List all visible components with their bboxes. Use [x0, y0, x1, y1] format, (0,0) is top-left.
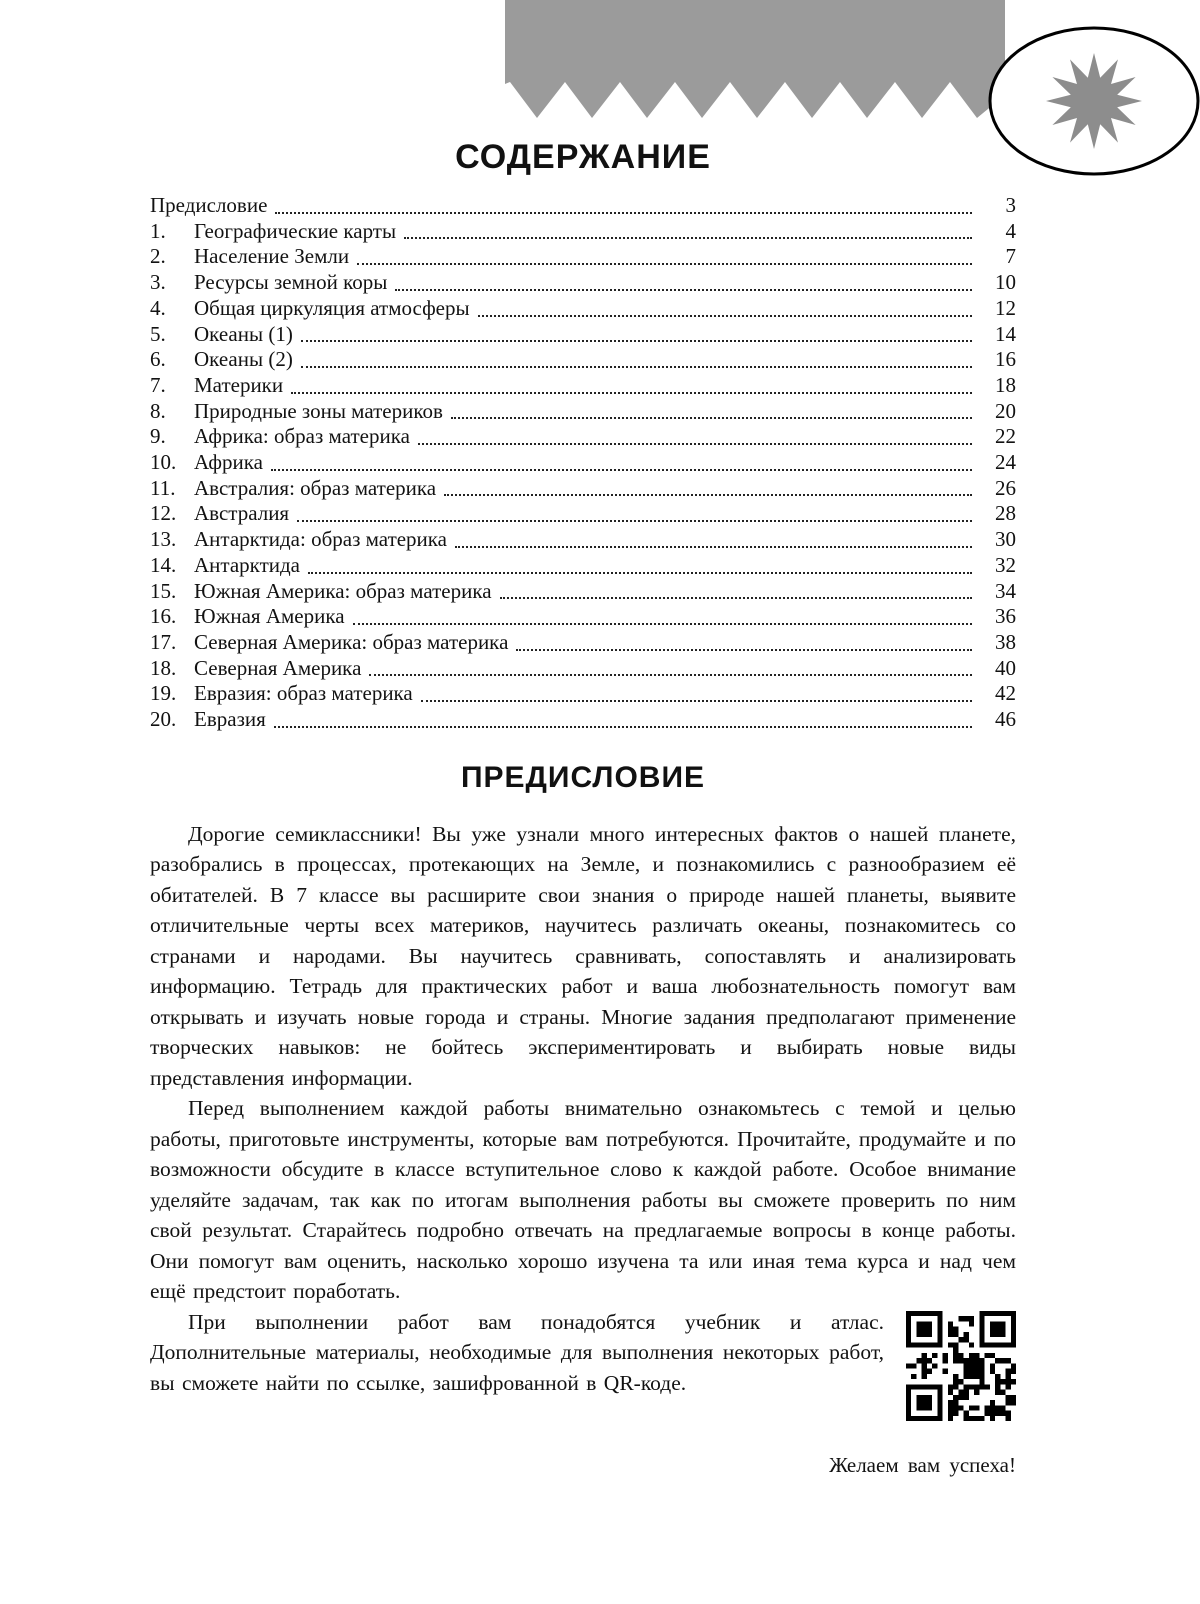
toc-entry-page: 10	[995, 270, 1016, 295]
toc-entry-label: Океаны (2)	[194, 347, 293, 372]
toc-entry-page: 24	[995, 450, 1016, 475]
toc-entry-number: 1.	[150, 218, 166, 243]
preface-paragraph-2: Перед выполнением каждой работы внимательно ознакомьтесь с темой и целью работы, приготовьте инструменты, которые вам потребуются. Прочитайте, продумайте и по возможности обсудите в классе вступительное слово к каждой работе. Особое внимание уделяйте задачам, так как по итогам выполнения работы вы сможете проверить по ним свой результат. Старайтесь подробно отвечать на предлагаемые вопросы в конце работы. Они помогут вам оценить, насколько хорошо изучена та или иная тема курса и над чем ещё предстоит поработать.	[150, 1096, 1016, 1304]
toc-dot-leader	[301, 366, 972, 368]
toc-dot-leader	[369, 674, 972, 676]
toc-entry-page: 26	[995, 475, 1016, 500]
preface-title: ПРЕДИСЛОВИЕ	[460, 760, 706, 794]
toc-dot-leader	[421, 700, 972, 702]
toc-dot-leader	[404, 237, 972, 239]
toc-row	[150, 244, 1016, 270]
toc-dot-leader	[516, 649, 972, 651]
toc-entry-number: 6.	[150, 347, 166, 372]
starburst-icon	[1046, 53, 1142, 149]
toc-row	[150, 553, 1016, 579]
toc-dot-leader	[444, 494, 972, 496]
toc-entry-page: 36	[995, 604, 1016, 629]
toc-entry-number: 12.	[150, 501, 177, 526]
toc-entry-label: Северная Америка	[194, 655, 362, 680]
toc-row	[150, 424, 1016, 450]
toc-entry-page: 18	[995, 372, 1016, 397]
toc-row	[150, 399, 1016, 425]
toc-dot-leader	[271, 469, 972, 471]
toc-dot-leader	[357, 263, 972, 265]
toc-row	[150, 270, 1016, 296]
toc-title: СОДЕРЖАНИЕ	[455, 138, 711, 176]
toc-entry-label: Антарктида	[194, 552, 301, 577]
toc-entry-page: 28	[995, 501, 1016, 526]
page-content	[0, 138, 1200, 1478]
toc-dot-leader	[418, 443, 972, 445]
toc-dot-leader	[478, 315, 972, 317]
toc-entry-page: 14	[995, 321, 1016, 346]
toc-entry-number: 4.	[150, 295, 166, 320]
toc-entry-label: Предисловие	[150, 193, 268, 217]
toc-row	[150, 527, 1016, 553]
toc-row	[150, 579, 1016, 605]
toc-dot-leader	[451, 417, 972, 419]
toc-row	[150, 219, 1016, 245]
preface-body	[150, 819, 1016, 1427]
toc-entry-number: 20.	[150, 707, 177, 732]
toc-dot-leader	[291, 392, 972, 394]
toc-row	[150, 604, 1016, 630]
toc-list	[150, 193, 1016, 733]
toc-dot-leader	[275, 212, 972, 214]
toc-row	[150, 681, 1016, 707]
toc-entry-label: Океаны (1)	[194, 321, 293, 346]
toc-entry-page: 46	[995, 707, 1016, 732]
toc-entry-label: Евразия: образ материка	[194, 681, 413, 706]
toc-row	[150, 656, 1016, 682]
toc-entry-label: Материки	[194, 372, 284, 397]
toc-entry-label: Население Земли	[194, 244, 350, 269]
toc-entry-page: 38	[995, 629, 1016, 654]
preface-paragraph-3-block	[150, 1307, 1016, 1427]
toc-entry-number: 15.	[150, 578, 177, 603]
toc-dot-leader	[274, 726, 972, 728]
toc-entry-number: 2.	[150, 244, 166, 269]
toc-entry-label: Африка: образ материка	[194, 424, 410, 449]
toc-entry-label: Австралия	[194, 501, 290, 526]
toc-row	[150, 373, 1016, 399]
toc-entry-page: 3	[1005, 193, 1016, 217]
toc-entry-page: 16	[995, 347, 1016, 372]
toc-entry-label: Антарктида: образ материка	[194, 527, 448, 552]
toc-dot-leader	[297, 520, 972, 522]
toc-entry-label: Африка	[194, 450, 263, 475]
toc-entry-number: 11.	[150, 475, 176, 500]
toc-dot-leader	[301, 340, 972, 342]
toc-dot-leader	[500, 597, 972, 599]
toc-row	[150, 501, 1016, 527]
toc-entry-page: 32	[995, 552, 1016, 577]
toc-entry-number: 3.	[150, 270, 166, 295]
toc-entry-page: 20	[995, 398, 1016, 423]
toc-row	[150, 322, 1016, 348]
toc-entry-label: Южная Америка	[194, 604, 345, 629]
toc-entry-label: Географические карты	[194, 218, 397, 243]
toc-entry-label: Южная Америка: образ материка	[194, 578, 492, 603]
toc-entry-label: Ресурсы земной коры	[194, 270, 388, 295]
toc-dot-leader	[395, 289, 972, 291]
toc-entry-label: Общая циркуляция атмосферы	[194, 295, 470, 320]
toc-entry-number: 7.	[150, 372, 166, 397]
zigzag-banner	[505, 0, 1005, 118]
toc-dot-leader	[308, 572, 972, 574]
toc-entry-page: 42	[995, 681, 1016, 706]
toc-row	[150, 707, 1016, 733]
toc-entry-page: 30	[995, 527, 1016, 552]
preface-paragraph-1: Дорогие семиклассники! Вы уже узнали много интересных фактов о нашей планете, разобрались в процессах, протекающих на Земле, и познакомились с разнообразием её обитателей. В 7 классе вы расширите свои знания о природе нашей планеты, выявите отличительные черты всех материков, научитесь различать океаны, познакомитесь со странами и народами. Вы научитесь сравнивать, сопоставлять и анализировать информацию. Тетрадь для практических работ и ваша любознательность помогут вам открывать и изучать новые города и страны. Многие задания предполагают применение творческих навыков: не бойтесь экспериментировать и выбирать новые виды представления информации.	[150, 821, 1016, 1090]
toc-entry-number: 19.	[150, 681, 177, 706]
toc-entry-number: 16.	[150, 604, 177, 629]
toc-row	[150, 630, 1016, 656]
toc-entry-number: 9.	[150, 424, 166, 449]
toc-entry-number: 8.	[150, 398, 166, 423]
toc-entry-number: 13.	[150, 527, 177, 552]
toc-entry-page: 40	[995, 655, 1016, 680]
toc-dot-leader	[353, 623, 972, 625]
closing-line: Желаем вам успеха!	[829, 1452, 1016, 1477]
toc-entry-label: Австралия: образ материка	[194, 475, 437, 500]
toc-entry-number: 17.	[150, 629, 177, 654]
toc-row	[150, 476, 1016, 502]
toc-row	[150, 450, 1016, 476]
toc-entry-label: Природные зоны материков	[194, 398, 443, 423]
toc-entry-label: Евразия	[194, 707, 266, 732]
toc-entry-number: 18.	[150, 655, 177, 680]
toc-entry-page: 22	[995, 424, 1016, 449]
toc-entry-number: 14.	[150, 552, 177, 577]
toc-entry-page: 34	[995, 578, 1016, 603]
qr-code	[906, 1311, 1016, 1421]
toc-entry-page: 4	[1005, 218, 1016, 243]
toc-entry-number: 5.	[150, 321, 166, 346]
toc-entry-page: 7	[1005, 244, 1016, 269]
toc-entry-label: Северная Америка: образ материка	[194, 629, 509, 654]
toc-entry-number: 10.	[150, 450, 177, 475]
toc-row	[150, 193, 1016, 219]
toc-dot-leader	[455, 546, 972, 548]
toc-entry-page: 12	[995, 295, 1016, 320]
toc-row	[150, 296, 1016, 322]
toc-row	[150, 347, 1016, 373]
preface-paragraph-3: При выполнении работ вам понадобятся учебник и атлас. Дополнительные материалы, необходимые для выполнения некоторых работ, вы сможете найти по ссылке, зашифрованной в QR-коде.	[150, 1309, 884, 1395]
